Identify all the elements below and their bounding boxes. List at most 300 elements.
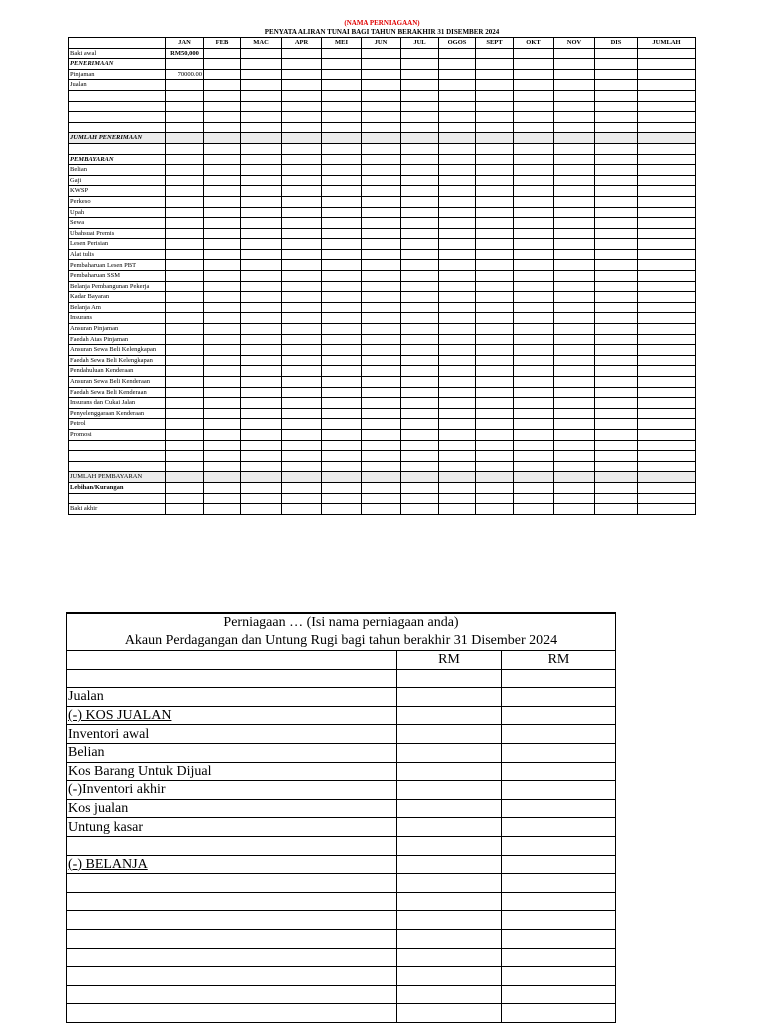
value-cell[interactable] xyxy=(401,239,439,250)
value-cell[interactable] xyxy=(401,143,439,154)
value-cell[interactable] xyxy=(554,154,595,165)
value-cell[interactable] xyxy=(166,90,204,101)
value-cell[interactable] xyxy=(241,239,282,250)
rm-amount-cell[interactable] xyxy=(397,985,502,1004)
value-cell[interactable] xyxy=(439,493,476,504)
value-cell[interactable] xyxy=(554,334,595,345)
value-cell[interactable] xyxy=(282,218,322,229)
rm-amount-cell[interactable] xyxy=(502,1004,616,1023)
value-cell[interactable] xyxy=(514,260,554,271)
value-cell[interactable] xyxy=(439,366,476,377)
value-cell[interactable] xyxy=(514,504,554,515)
value-cell[interactable] xyxy=(638,493,696,504)
value-cell[interactable] xyxy=(322,366,362,377)
value-cell[interactable] xyxy=(282,59,322,70)
value-cell[interactable] xyxy=(322,207,362,218)
value-cell[interactable] xyxy=(554,260,595,271)
value-cell[interactable] xyxy=(282,228,322,239)
value-cell[interactable] xyxy=(166,154,204,165)
value-cell[interactable] xyxy=(322,186,362,197)
value-cell[interactable] xyxy=(514,398,554,409)
value-cell[interactable] xyxy=(204,493,241,504)
value-cell[interactable] xyxy=(204,387,241,398)
value-cell[interactable] xyxy=(595,90,638,101)
value-cell[interactable] xyxy=(439,355,476,366)
value-cell[interactable] xyxy=(638,101,696,112)
value-cell[interactable] xyxy=(476,419,514,430)
value-cell[interactable] xyxy=(166,504,204,515)
value-cell[interactable] xyxy=(204,377,241,388)
value-cell[interactable] xyxy=(638,239,696,250)
value-cell[interactable] xyxy=(322,143,362,154)
value-cell[interactable] xyxy=(166,377,204,388)
value-cell[interactable] xyxy=(595,260,638,271)
value-cell[interactable] xyxy=(554,90,595,101)
value-cell[interactable] xyxy=(166,112,204,123)
value-cell[interactable] xyxy=(476,482,514,493)
value-cell[interactable] xyxy=(476,122,514,133)
value-cell[interactable] xyxy=(166,493,204,504)
value-cell[interactable]: RM50,000 xyxy=(166,48,204,59)
value-cell[interactable] xyxy=(166,398,204,409)
value-cell[interactable] xyxy=(282,387,322,398)
value-cell[interactable] xyxy=(476,133,514,144)
value-cell[interactable] xyxy=(401,207,439,218)
value-cell[interactable] xyxy=(282,101,322,112)
value-cell[interactable] xyxy=(401,80,439,91)
value-cell[interactable] xyxy=(595,133,638,144)
value-cell[interactable] xyxy=(514,482,554,493)
value-cell[interactable] xyxy=(166,419,204,430)
value-cell[interactable] xyxy=(362,143,401,154)
rm-amount-cell[interactable] xyxy=(397,911,502,930)
value-cell[interactable] xyxy=(204,482,241,493)
value-cell[interactable] xyxy=(595,218,638,229)
value-cell[interactable] xyxy=(514,154,554,165)
value-cell[interactable] xyxy=(476,493,514,504)
value-cell[interactable] xyxy=(322,239,362,250)
value-cell[interactable] xyxy=(595,398,638,409)
value-cell[interactable] xyxy=(282,440,322,451)
value-cell[interactable] xyxy=(362,482,401,493)
value-cell[interactable] xyxy=(554,355,595,366)
value-cell[interactable] xyxy=(439,196,476,207)
rm-amount-cell[interactable] xyxy=(502,892,616,911)
value-cell[interactable] xyxy=(241,271,282,282)
value-cell[interactable] xyxy=(204,334,241,345)
value-cell[interactable] xyxy=(638,59,696,70)
value-cell[interactable] xyxy=(204,345,241,356)
value-cell[interactable] xyxy=(282,377,322,388)
value-cell[interactable] xyxy=(514,377,554,388)
value-cell[interactable] xyxy=(514,440,554,451)
value-cell[interactable] xyxy=(282,419,322,430)
value-cell[interactable] xyxy=(514,218,554,229)
value-cell[interactable] xyxy=(322,133,362,144)
value-cell[interactable] xyxy=(439,228,476,239)
rm-amount-cell[interactable] xyxy=(397,688,502,707)
value-cell[interactable] xyxy=(204,80,241,91)
value-cell[interactable] xyxy=(362,59,401,70)
value-cell[interactable] xyxy=(362,451,401,462)
value-cell[interactable] xyxy=(322,451,362,462)
value-cell[interactable] xyxy=(322,472,362,483)
value-cell[interactable] xyxy=(514,186,554,197)
value-cell[interactable] xyxy=(204,122,241,133)
value-cell[interactable] xyxy=(362,271,401,282)
value-cell[interactable] xyxy=(282,472,322,483)
value-cell[interactable] xyxy=(476,366,514,377)
value-cell[interactable] xyxy=(595,207,638,218)
value-cell[interactable] xyxy=(322,355,362,366)
value-cell[interactable] xyxy=(241,154,282,165)
value-cell[interactable] xyxy=(638,196,696,207)
value-cell[interactable] xyxy=(204,175,241,186)
value-cell[interactable] xyxy=(401,334,439,345)
value-cell[interactable] xyxy=(638,345,696,356)
value-cell[interactable] xyxy=(204,440,241,451)
value-cell[interactable] xyxy=(401,302,439,313)
value-cell[interactable] xyxy=(595,186,638,197)
value-cell[interactable] xyxy=(439,69,476,80)
value-cell[interactable] xyxy=(595,461,638,472)
value-cell[interactable] xyxy=(439,101,476,112)
value-cell[interactable] xyxy=(554,504,595,515)
value-cell[interactable] xyxy=(362,302,401,313)
value-cell[interactable] xyxy=(476,334,514,345)
value-cell[interactable] xyxy=(282,175,322,186)
value-cell[interactable] xyxy=(595,228,638,239)
value-cell[interactable] xyxy=(439,143,476,154)
value-cell[interactable] xyxy=(322,196,362,207)
value-cell[interactable] xyxy=(282,165,322,176)
value-cell[interactable] xyxy=(166,324,204,335)
value-cell[interactable] xyxy=(241,143,282,154)
value-cell[interactable] xyxy=(401,292,439,303)
rm-amount-cell[interactable] xyxy=(397,818,502,837)
value-cell[interactable] xyxy=(554,493,595,504)
rm-amount-cell[interactable] xyxy=(397,855,502,874)
value-cell[interactable] xyxy=(282,143,322,154)
value-cell[interactable] xyxy=(241,440,282,451)
value-cell[interactable] xyxy=(282,122,322,133)
value-cell[interactable] xyxy=(514,271,554,282)
value-cell[interactable] xyxy=(514,239,554,250)
value-cell[interactable] xyxy=(166,260,204,271)
value-cell[interactable] xyxy=(166,271,204,282)
rm-amount-cell[interactable] xyxy=(397,892,502,911)
value-cell[interactable] xyxy=(554,228,595,239)
value-cell[interactable] xyxy=(401,154,439,165)
value-cell[interactable] xyxy=(638,271,696,282)
value-cell[interactable] xyxy=(401,440,439,451)
value-cell[interactable] xyxy=(439,429,476,440)
value-cell[interactable] xyxy=(204,186,241,197)
value-cell[interactable] xyxy=(554,249,595,260)
value-cell[interactable] xyxy=(595,249,638,260)
value-cell[interactable] xyxy=(166,366,204,377)
value-cell[interactable] xyxy=(241,80,282,91)
value-cell[interactable] xyxy=(362,218,401,229)
value-cell[interactable] xyxy=(439,472,476,483)
value-cell[interactable] xyxy=(638,324,696,335)
value-cell[interactable] xyxy=(638,366,696,377)
value-cell[interactable] xyxy=(204,69,241,80)
value-cell[interactable] xyxy=(241,59,282,70)
value-cell[interactable] xyxy=(514,69,554,80)
value-cell[interactable] xyxy=(282,482,322,493)
value-cell[interactable] xyxy=(554,175,595,186)
value-cell[interactable] xyxy=(638,186,696,197)
value-cell[interactable] xyxy=(322,281,362,292)
value-cell[interactable] xyxy=(554,419,595,430)
value-cell[interactable] xyxy=(439,504,476,515)
value-cell[interactable] xyxy=(439,271,476,282)
value-cell[interactable] xyxy=(322,302,362,313)
value-cell[interactable] xyxy=(638,355,696,366)
value-cell[interactable] xyxy=(166,281,204,292)
value-cell[interactable] xyxy=(166,175,204,186)
value-cell[interactable] xyxy=(514,461,554,472)
value-cell[interactable] xyxy=(204,154,241,165)
rm-amount-cell[interactable] xyxy=(502,855,616,874)
value-cell[interactable] xyxy=(166,482,204,493)
value-cell[interactable] xyxy=(241,281,282,292)
value-cell[interactable] xyxy=(322,260,362,271)
value-cell[interactable] xyxy=(282,451,322,462)
value-cell[interactable] xyxy=(241,302,282,313)
value-cell[interactable] xyxy=(401,133,439,144)
value-cell[interactable] xyxy=(282,112,322,123)
value-cell[interactable] xyxy=(362,196,401,207)
value-cell[interactable] xyxy=(362,504,401,515)
rm-amount-cell[interactable] xyxy=(502,669,616,688)
value-cell[interactable] xyxy=(514,143,554,154)
value-cell[interactable] xyxy=(282,196,322,207)
value-cell[interactable] xyxy=(439,302,476,313)
value-cell[interactable] xyxy=(439,249,476,260)
value-cell[interactable] xyxy=(322,165,362,176)
rm-amount-cell[interactable] xyxy=(397,725,502,744)
value-cell[interactable] xyxy=(282,334,322,345)
value-cell[interactable] xyxy=(476,59,514,70)
value-cell[interactable] xyxy=(282,313,322,324)
value-cell[interactable] xyxy=(476,69,514,80)
value-cell[interactable] xyxy=(554,101,595,112)
value-cell[interactable] xyxy=(595,408,638,419)
value-cell[interactable] xyxy=(476,143,514,154)
value-cell[interactable] xyxy=(204,59,241,70)
value-cell[interactable] xyxy=(322,345,362,356)
value-cell[interactable] xyxy=(476,239,514,250)
value-cell[interactable] xyxy=(166,122,204,133)
value-cell[interactable] xyxy=(204,313,241,324)
value-cell[interactable] xyxy=(401,419,439,430)
value-cell[interactable] xyxy=(166,207,204,218)
value-cell[interactable] xyxy=(439,186,476,197)
value-cell[interactable] xyxy=(362,472,401,483)
value-cell[interactable] xyxy=(439,419,476,430)
value-cell[interactable] xyxy=(595,165,638,176)
value-cell[interactable] xyxy=(241,345,282,356)
value-cell[interactable] xyxy=(514,90,554,101)
value-cell[interactable] xyxy=(638,429,696,440)
value-cell[interactable] xyxy=(439,281,476,292)
value-cell[interactable] xyxy=(638,398,696,409)
value-cell[interactable] xyxy=(322,504,362,515)
value-cell[interactable] xyxy=(401,48,439,59)
value-cell[interactable] xyxy=(362,207,401,218)
value-cell[interactable] xyxy=(322,313,362,324)
value-cell[interactable] xyxy=(166,408,204,419)
value-cell[interactable] xyxy=(439,377,476,388)
value-cell[interactable] xyxy=(514,175,554,186)
value-cell[interactable] xyxy=(554,281,595,292)
value-cell[interactable] xyxy=(241,324,282,335)
value-cell[interactable] xyxy=(322,112,362,123)
rm-amount-cell[interactable] xyxy=(502,911,616,930)
rm-amount-cell[interactable] xyxy=(397,929,502,948)
value-cell[interactable] xyxy=(322,48,362,59)
value-cell[interactable] xyxy=(514,429,554,440)
value-cell[interactable] xyxy=(476,48,514,59)
value-cell[interactable] xyxy=(595,377,638,388)
value-cell[interactable] xyxy=(166,334,204,345)
value-cell[interactable] xyxy=(401,377,439,388)
value-cell[interactable] xyxy=(554,165,595,176)
value-cell[interactable] xyxy=(514,228,554,239)
value-cell[interactable] xyxy=(322,101,362,112)
value-cell[interactable] xyxy=(638,207,696,218)
value-cell[interactable] xyxy=(401,429,439,440)
rm-amount-cell[interactable] xyxy=(502,688,616,707)
value-cell[interactable] xyxy=(282,48,322,59)
value-cell[interactable] xyxy=(166,59,204,70)
value-cell[interactable] xyxy=(401,165,439,176)
value-cell[interactable] xyxy=(322,218,362,229)
value-cell[interactable] xyxy=(401,281,439,292)
value-cell[interactable] xyxy=(241,249,282,260)
value-cell[interactable] xyxy=(401,196,439,207)
value-cell[interactable] xyxy=(476,281,514,292)
value-cell[interactable] xyxy=(401,218,439,229)
value-cell[interactable] xyxy=(362,408,401,419)
value-cell[interactable] xyxy=(439,482,476,493)
value-cell[interactable] xyxy=(514,355,554,366)
value-cell[interactable] xyxy=(166,101,204,112)
rm-amount-cell[interactable] xyxy=(502,706,616,725)
value-cell[interactable] xyxy=(241,461,282,472)
value-cell[interactable] xyxy=(362,122,401,133)
value-cell[interactable] xyxy=(595,504,638,515)
value-cell[interactable] xyxy=(439,292,476,303)
value-cell[interactable] xyxy=(362,239,401,250)
value-cell[interactable] xyxy=(362,355,401,366)
rm-amount-cell[interactable] xyxy=(502,818,616,837)
value-cell[interactable] xyxy=(241,366,282,377)
value-cell[interactable] xyxy=(476,249,514,260)
value-cell[interactable] xyxy=(638,334,696,345)
value-cell[interactable] xyxy=(476,440,514,451)
value-cell[interactable] xyxy=(322,69,362,80)
value-cell[interactable] xyxy=(554,112,595,123)
value-cell[interactable] xyxy=(638,90,696,101)
value-cell[interactable] xyxy=(638,313,696,324)
value-cell[interactable] xyxy=(514,133,554,144)
value-cell[interactable] xyxy=(241,493,282,504)
value-cell[interactable] xyxy=(362,48,401,59)
value-cell[interactable] xyxy=(282,90,322,101)
value-cell[interactable] xyxy=(554,271,595,282)
value-cell[interactable] xyxy=(204,101,241,112)
value-cell[interactable] xyxy=(401,398,439,409)
value-cell[interactable] xyxy=(439,313,476,324)
value-cell[interactable] xyxy=(514,419,554,430)
value-cell[interactable] xyxy=(595,302,638,313)
value-cell[interactable] xyxy=(362,419,401,430)
value-cell[interactable] xyxy=(595,59,638,70)
value-cell[interactable] xyxy=(241,218,282,229)
value-cell[interactable] xyxy=(476,355,514,366)
rm-amount-cell[interactable] xyxy=(397,762,502,781)
value-cell[interactable] xyxy=(476,472,514,483)
value-cell[interactable] xyxy=(595,334,638,345)
value-cell[interactable] xyxy=(282,504,322,515)
value-cell[interactable] xyxy=(595,48,638,59)
value-cell[interactable] xyxy=(241,292,282,303)
value-cell[interactable] xyxy=(595,196,638,207)
value-cell[interactable] xyxy=(514,249,554,260)
value-cell[interactable] xyxy=(362,260,401,271)
value-cell[interactable] xyxy=(204,90,241,101)
value-cell[interactable] xyxy=(476,260,514,271)
value-cell[interactable] xyxy=(204,143,241,154)
value-cell[interactable] xyxy=(554,48,595,59)
value-cell[interactable] xyxy=(204,366,241,377)
value-cell[interactable] xyxy=(322,175,362,186)
value-cell[interactable] xyxy=(241,334,282,345)
value-cell[interactable] xyxy=(554,122,595,133)
value-cell[interactable] xyxy=(362,345,401,356)
value-cell[interactable] xyxy=(554,451,595,462)
value-cell[interactable] xyxy=(554,292,595,303)
value-cell[interactable] xyxy=(638,165,696,176)
rm-amount-cell[interactable] xyxy=(397,669,502,688)
rm-amount-cell[interactable] xyxy=(502,762,616,781)
rm-amount-cell[interactable] xyxy=(502,985,616,1004)
value-cell[interactable] xyxy=(554,398,595,409)
value-cell[interactable] xyxy=(514,48,554,59)
value-cell[interactable] xyxy=(514,196,554,207)
value-cell[interactable] xyxy=(204,451,241,462)
rm-amount-cell[interactable] xyxy=(502,967,616,986)
value-cell[interactable] xyxy=(638,122,696,133)
value-cell[interactable] xyxy=(204,324,241,335)
value-cell[interactable] xyxy=(439,165,476,176)
value-cell[interactable] xyxy=(241,313,282,324)
value-cell[interactable] xyxy=(282,186,322,197)
value-cell[interactable] xyxy=(595,472,638,483)
value-cell[interactable] xyxy=(362,334,401,345)
value-cell[interactable] xyxy=(241,408,282,419)
value-cell[interactable] xyxy=(595,80,638,91)
value-cell[interactable] xyxy=(595,175,638,186)
value-cell[interactable] xyxy=(476,324,514,335)
value-cell[interactable] xyxy=(241,398,282,409)
value-cell[interactable] xyxy=(241,165,282,176)
value-cell[interactable] xyxy=(204,355,241,366)
value-cell[interactable] xyxy=(439,59,476,70)
